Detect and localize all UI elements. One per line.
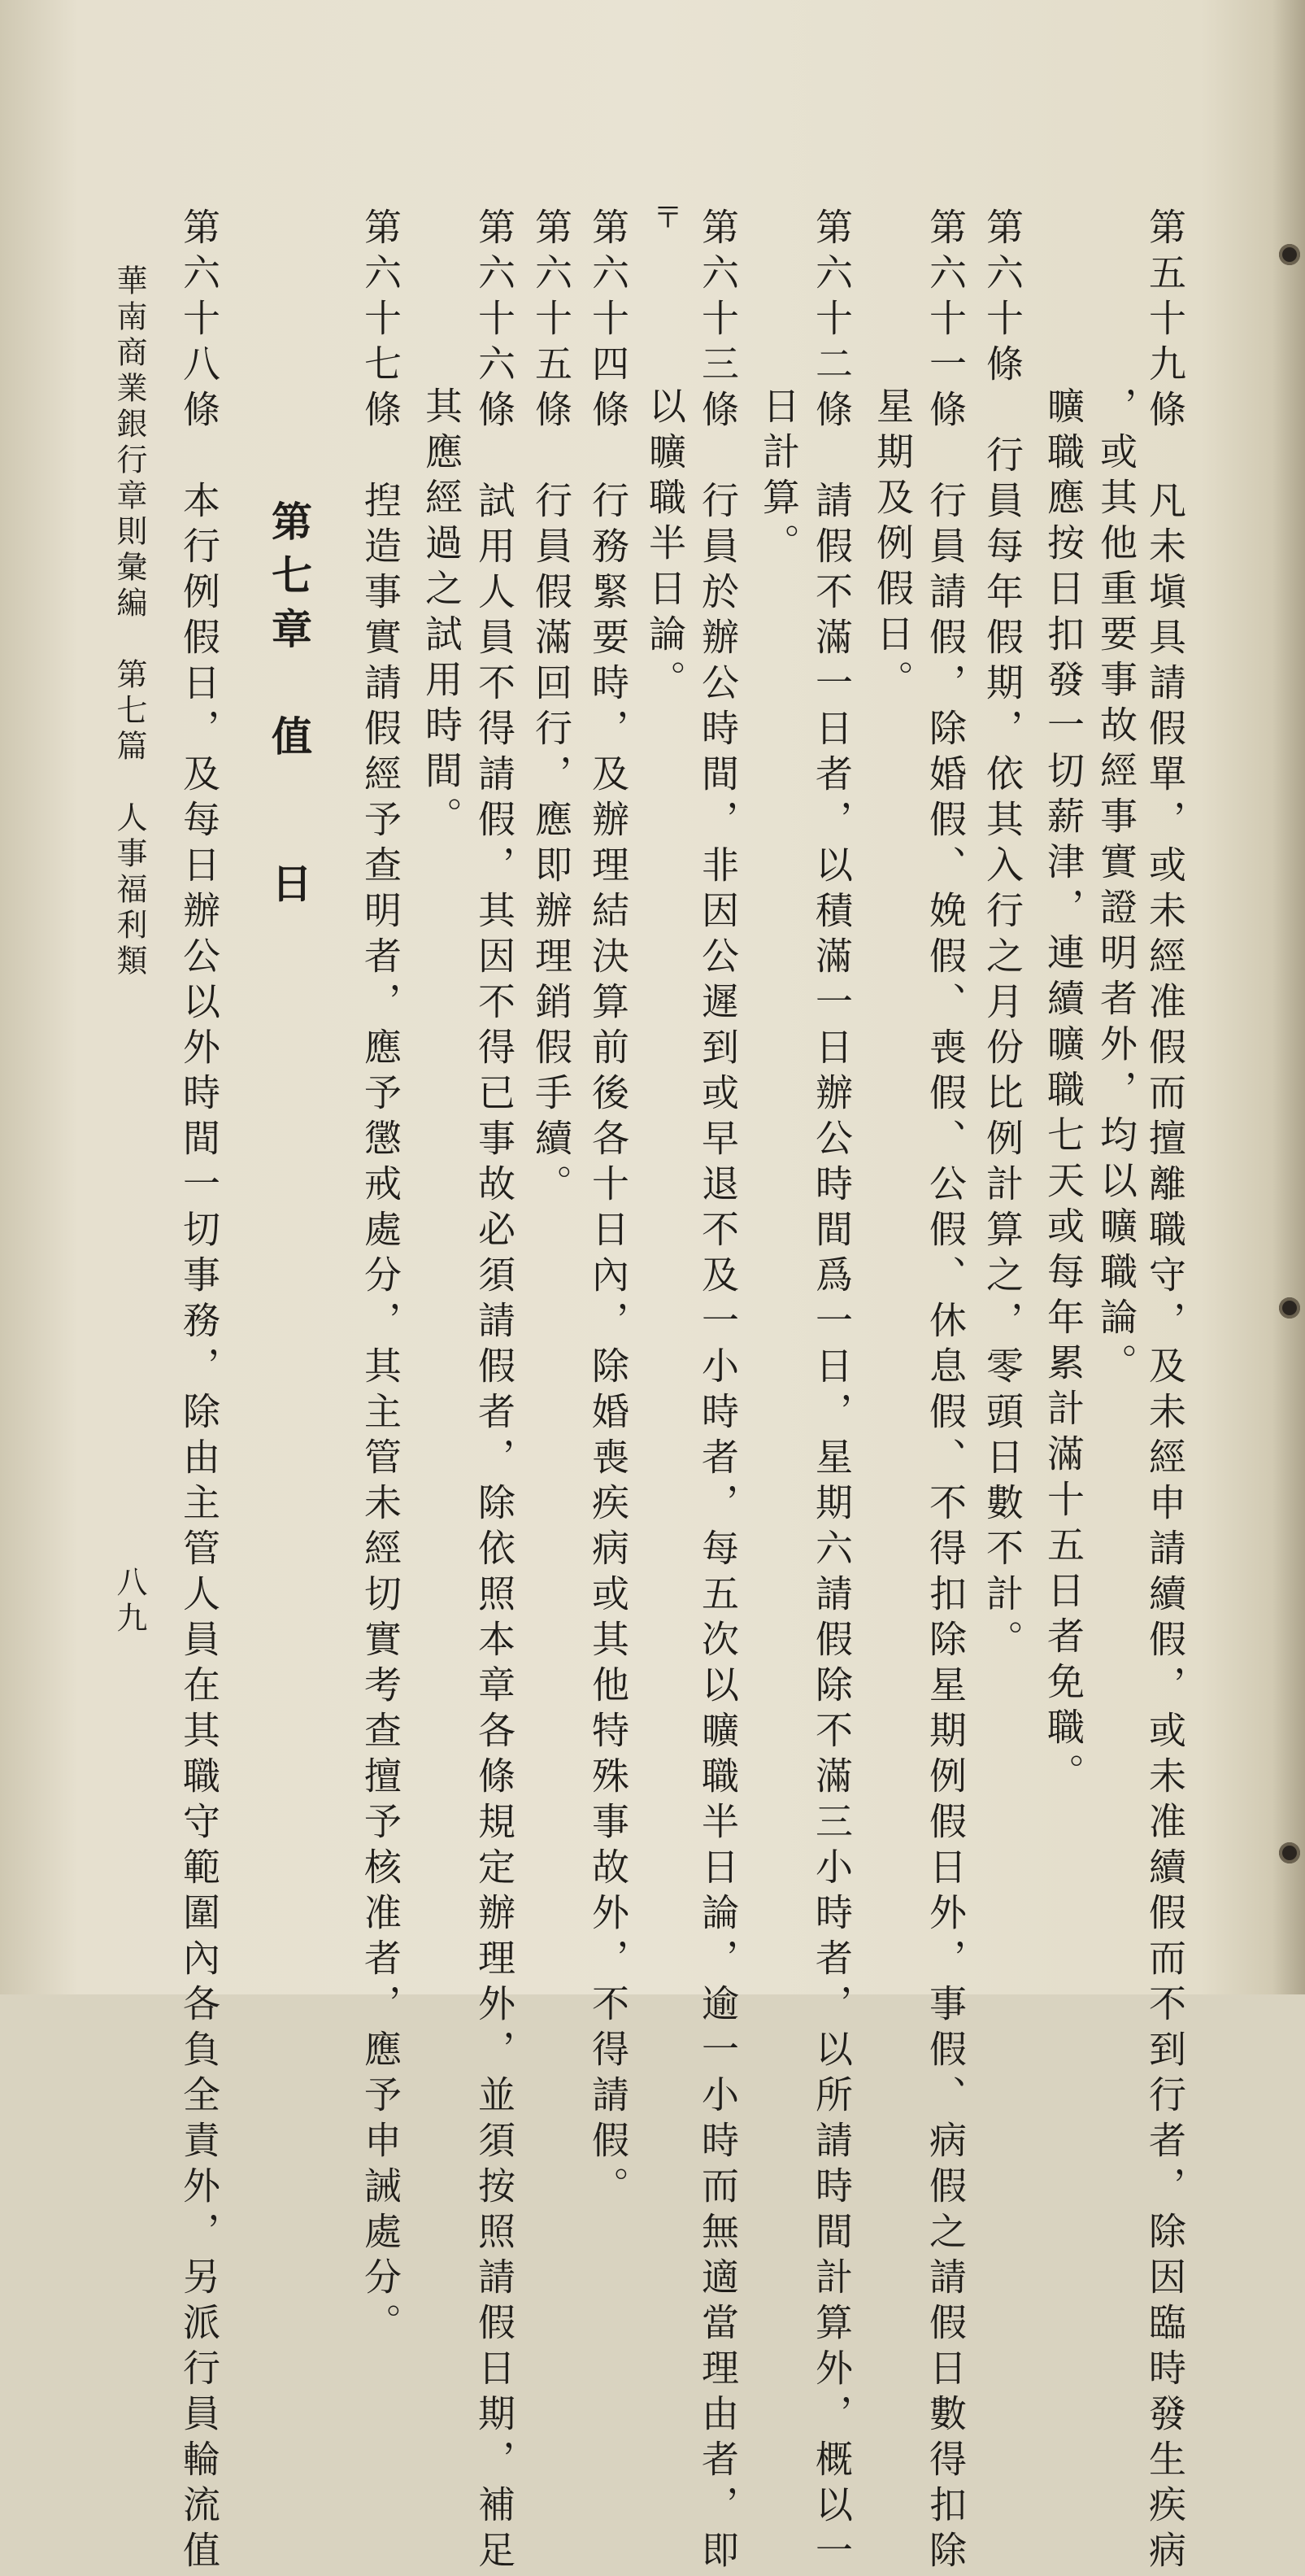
article-66-line-1: 第六十六條 試用人員不得請假，其因不得已事故必須請假者，除依照本章各條規定辦理外，並須按照請假日期，補足 — [472, 207, 516, 2576]
binding-hole — [1279, 1842, 1300, 1863]
article-59-line-2: ，或其他重要事故經事實證明者外，均以曠職論。 — [1094, 386, 1138, 1388]
article-65: 第六十五條 行員假滿回行，應即辦理銷假手續。 — [529, 207, 573, 1210]
chapter-heading: 第七章 值 — [265, 500, 313, 769]
article-59-line-3: 曠職應按日扣發一切薪津，連續曠職七天或每年累計滿十五日者免職。 — [1042, 386, 1085, 1798]
article-59-line-1: 第五十九條 凡未塡具請假單，或未經准假而擅離職守，及未經申請續假，或未准續假而不到行者，除因臨時發生疾病 — [1143, 207, 1187, 2576]
binding-hole — [1279, 1297, 1300, 1319]
binding-hole — [1279, 244, 1300, 265]
article-61-line-1: 第六十一條 行員請假，除婚假、娩假、喪假、公假、休息假、不得扣除星期例假日外，事假、病假之請假日數得扣除 — [924, 207, 968, 2576]
article-62-line-2: 日計算。 — [757, 386, 801, 569]
margin-mark: 〒 — [649, 202, 682, 239]
article-63-line-2: 以曠職半日論。 — [643, 386, 687, 705]
article-68: 第六十八條 本行例假日，及每日辦公以外時間一切事務，除由主管人員在其職守範圍內各負全責外，另派行員輪流值 — [177, 207, 221, 2576]
binding-edge — [1272, 0, 1305, 1994]
page-number: 八九 — [111, 1566, 147, 1637]
chapter-heading-tail: 日 — [265, 862, 313, 911]
footer-source: 華南商業銀行章則彙編 第七篇 人事福利類 — [111, 264, 147, 980]
article-66-line-2: 其應經過之試用時間。 — [420, 386, 463, 842]
article-62-line-1: 第六十二條 請假不滿一日者，以積滿一日辦公時間爲一日，星期六請假除不滿三小時者，以所請時間計算外，概以一 — [810, 207, 854, 2576]
article-64: 第六十四條 行務緊要時，及辦理結決算前後各十日內，除婚喪疾病或其他特殊事故外，不得請假。 — [586, 207, 630, 2212]
article-60: 第六十條 行員每年假期，依其入行之月份比例計算之，零頭日數不計。 — [981, 207, 1024, 1665]
article-67: 第六十七條 揑造事實請假經予查明者，應予懲戒處分，其主管未經切實考查擅予核准者，應予申誡處分。 — [359, 207, 402, 2348]
article-63-line-1: 第六十三條 行員於辦公時間，非因公遲到或早退不及一小時者，每五次以曠職半日論，逾一小時而無適當理由者，即 — [696, 207, 740, 2576]
article-61-line-2: 星期及例假日。 — [871, 386, 915, 705]
